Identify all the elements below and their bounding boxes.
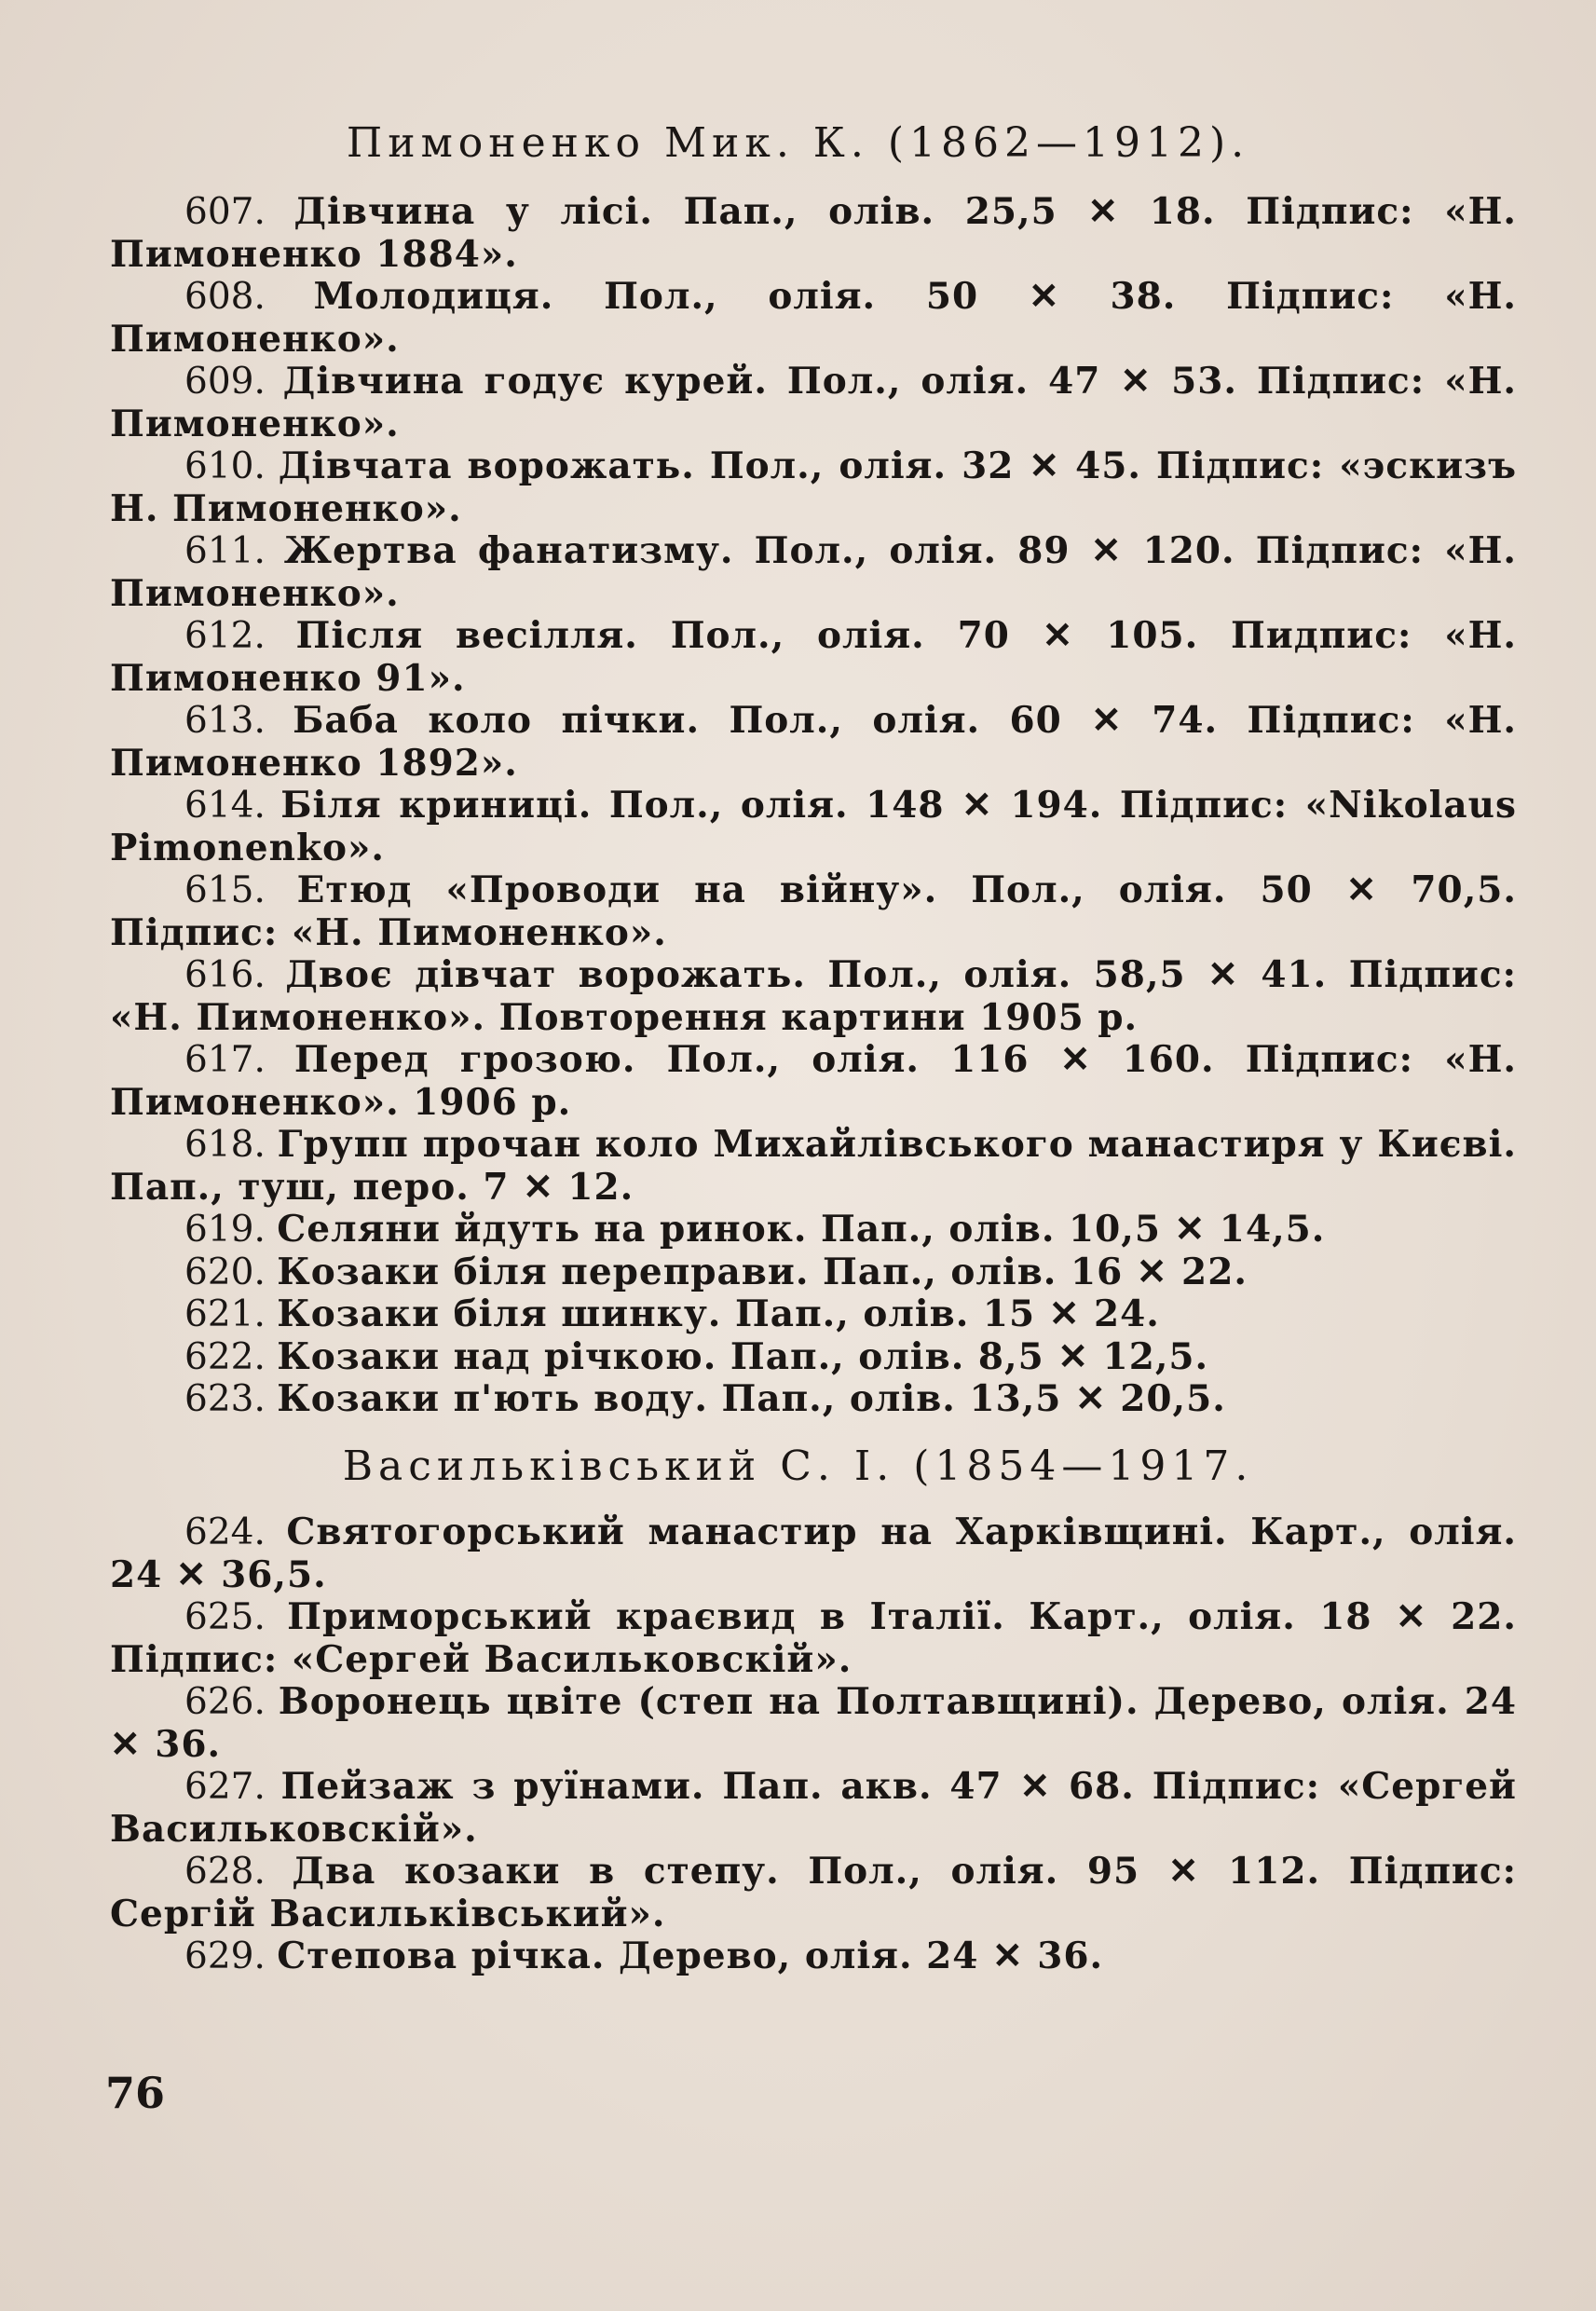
- entry-details: Пол., олія. 70 ✕ 105. Пидпис: «Н. Пимоненко 91».: [110, 614, 1517, 700]
- entry-details: Пап., олів. 15 ✕ 24.: [721, 1292, 1160, 1335]
- entry-number: 617.: [184, 1039, 266, 1081]
- entry-details: Пап., олів. 13,5 ✕ 20,5.: [707, 1377, 1226, 1420]
- entry-title: Перед грозою.: [293, 1038, 636, 1081]
- entry-number: 624.: [184, 1511, 266, 1553]
- entry-details: Пап., олів. 8,5 ✕ 12,5.: [716, 1334, 1209, 1378]
- catalog-entry: [110, 1596, 1517, 1681]
- catalog-entries-pymonenko: [110, 191, 1517, 1421]
- catalog-entry: [110, 700, 1517, 785]
- catalog-entry: [110, 785, 1517, 869]
- entry-number: 614.: [184, 785, 266, 827]
- entry-number: 625.: [184, 1596, 266, 1638]
- entry-details: Пол., олія. 58,5 ✕ 41. Підпис: «Н. Пимоненко». Повторення картини 1905 р.: [110, 953, 1517, 1039]
- entry-details: Пап., олів. 10,5 ✕ 14,5.: [807, 1208, 1326, 1251]
- entry-title: Двоє дівчат ворожать.: [285, 953, 806, 996]
- entry-details: Пол., олія. 60 ✕ 74. Підпис: «Н. Пимоненко 1892».: [110, 699, 1517, 785]
- entry-title: Святогорський манастир на Харківщині.: [286, 1511, 1228, 1553]
- catalog-entry: [110, 954, 1517, 1039]
- section-heading-pymonenko: Пимоненко Мик. К. (1862—1912).: [346, 119, 1250, 167]
- catalog-entry: [110, 615, 1517, 700]
- entry-number: 610.: [184, 445, 266, 487]
- catalog-entry: [110, 191, 1517, 276]
- entry-details: Пол., олія. 32 ✕ 45. Підпис: «эскизъ Н. Пимоненко».: [110, 444, 1517, 530]
- catalog-entry: [110, 1124, 1517, 1209]
- entry-details: Пол., олія. 116 ✕ 160. Підпис: «Н. Пимоненко». 1906 р.: [110, 1038, 1517, 1124]
- catalog-entry: [110, 1039, 1517, 1124]
- entry-number: 620.: [184, 1251, 266, 1293]
- catalog-entry: [110, 445, 1517, 530]
- entry-number: 612.: [184, 615, 266, 657]
- entry-number: 618.: [184, 1124, 266, 1166]
- catalog-entry: [110, 1851, 1517, 1935]
- entry-number: 623.: [184, 1378, 266, 1420]
- entry-title: Пейзаж з руїнами.: [280, 1765, 705, 1808]
- entry-title: Два козаки в степу.: [292, 1850, 780, 1893]
- entry-details: Карт., олія. 18 ✕ 22. Підпис: «Сергей Васильковскій».: [110, 1595, 1517, 1681]
- entry-number: 607.: [184, 191, 266, 233]
- entry-details: Пол., олія. 148 ✕ 194. Підпис: «Nikolaus Pimonenko».: [110, 784, 1517, 869]
- entry-title: Селяни йдуть на ринок.: [277, 1208, 808, 1251]
- catalog-entry: [110, 1378, 1517, 1421]
- entry-details: Пап. акв. 47 ✕ 68. Підпис: «Сергей Васильковскій».: [110, 1765, 1517, 1851]
- entry-number: 616.: [184, 954, 266, 996]
- entry-title: Степова річка.: [277, 1935, 606, 1977]
- entry-details: Дерево, олія. 24 ✕ 36.: [110, 1680, 1517, 1766]
- page-number: 76: [105, 2068, 166, 2118]
- entry-title: Баба коло пічки.: [293, 699, 701, 742]
- entry-number: 611.: [184, 530, 266, 572]
- entry-title: Дівчата ворожать.: [278, 444, 695, 487]
- entry-title: Козаки над річкою.: [277, 1334, 717, 1378]
- entry-number: 609.: [184, 361, 266, 403]
- entry-number: 608.: [184, 276, 266, 318]
- catalog-entry: [110, 1511, 1517, 1596]
- entry-details: Пол., олія. 89 ✕ 120. Підпис: «Н. Пимоненко».: [110, 529, 1517, 615]
- entry-number: 627.: [184, 1766, 266, 1808]
- entry-number: 613.: [184, 700, 266, 742]
- entry-number: 621.: [184, 1293, 266, 1335]
- entry-title: Козаки біля переправи.: [277, 1250, 810, 1293]
- entry-details: Пол., олія. 50 ✕ 70,5. Підпис: «Н. Пимоненко».: [110, 868, 1517, 954]
- entry-number: 615.: [184, 869, 266, 911]
- entry-title: Дівчина годує курей.: [282, 360, 768, 403]
- entry-title: Групп прочан коло Михайлівського манастиря у Києві.: [277, 1123, 1517, 1166]
- entry-details: Пол., олія. 95 ✕ 112. Підпис: Сергій Васильківський».: [110, 1850, 1517, 1935]
- catalog-entry: [110, 1681, 1517, 1766]
- entry-number: 629.: [184, 1935, 266, 1977]
- entry-details: Карт., олія. 24 ✕ 36,5.: [110, 1511, 1517, 1596]
- entry-number: 628.: [184, 1851, 266, 1893]
- catalog-entry: [110, 1293, 1517, 1336]
- entry-details: Пол., олія. 47 ✕ 53. Підпис: «Н. Пимоненко».: [110, 360, 1518, 445]
- entry-title: Молодиця.: [313, 275, 554, 318]
- entry-details: Пол., олія. 50 ✕ 38. Підпис: «Н. Пимоненко».: [110, 275, 1517, 361]
- entry-title: Воронець цвіте (степ на Полтавщині).: [278, 1680, 1139, 1723]
- entry-details: Дерево, олія. 24 ✕ 36.: [605, 1935, 1104, 1977]
- catalog-entry: [110, 869, 1517, 954]
- catalog-entry: [110, 530, 1517, 615]
- entry-title: Етюд «Проводи на війну».: [296, 868, 938, 911]
- entry-title: Козаки п'ють воду.: [277, 1377, 708, 1420]
- catalog-entry: [110, 361, 1517, 445]
- entry-number: 626.: [184, 1681, 266, 1723]
- entry-title: Приморський краєвид в Італії.: [287, 1595, 1005, 1638]
- entry-details: Пап., олів. 25,5 ✕ 18. Підпис: «Н. Пимоненко 1884».: [110, 190, 1518, 276]
- entry-title: Жертва фанатизму.: [283, 529, 734, 572]
- catalog-entry: [110, 1209, 1517, 1251]
- entry-title: Козаки біля шинку.: [277, 1292, 722, 1335]
- entry-number: 619.: [184, 1209, 266, 1251]
- entry-title: Після весілля.: [295, 614, 638, 657]
- catalog-entry: [110, 1766, 1517, 1851]
- entry-details: Пап., олів. 16 ✕ 22.: [809, 1250, 1248, 1293]
- catalog-entry: [110, 1251, 1517, 1294]
- catalog-entry: [110, 276, 1517, 361]
- catalog-entry: [110, 1935, 1517, 1978]
- catalog-entries-vasylkivsky: [110, 1511, 1517, 1978]
- entry-title: Дівчина у лісі.: [293, 190, 653, 233]
- entry-title: Біля криниці.: [280, 784, 593, 827]
- catalog-entry: [110, 1336, 1517, 1379]
- entry-number: 622.: [184, 1335, 266, 1378]
- entry-details: Пап., туш, перо. 7 ✕ 12.: [110, 1165, 634, 1209]
- section-heading-vasylkivsky: Васильківський С. І. (1854—1917.: [342, 1443, 1254, 1490]
